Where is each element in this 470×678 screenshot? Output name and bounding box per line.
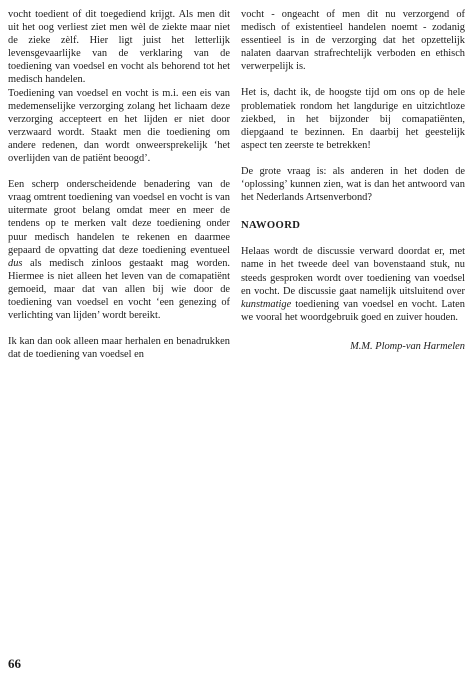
section-heading: NAWOORD	[241, 220, 301, 232]
left-paragraph-3-text-b: als medisch zinloos gestaakt mag worden. Hiermee is niet alleen het leven van de comapatiënt gemoeid, maar dat van allen bij wie door de toediening van voedsel en vocht ‘een genezing of verlichting van lijden’ wordt bereikt.	[8, 257, 230, 322]
right-paragraph-4	[241, 245, 465, 324]
right-paragraph-3: De grote vraag is: als anderen in het doden de ‘oplossing’ kunnen zien, wat is dan het antwoord van het Nederlands Artsenverbond?	[241, 165, 465, 204]
left-column	[8, 8, 230, 361]
left-paragraph-2: Toediening van voedsel en vocht is m.i. een eis van medemenselijke verzorging zolang het lichaam deze verzorging accepteert en het lijden er niet door verzwaard wordt. Staakt men die toediening om andere redenen, dan wordt onweersprekelijk ‘het overlijden van de patiënt beoogd’.	[8, 87, 230, 165]
left-paragraph-3-emphasis: dus	[8, 257, 23, 269]
left-paragraph-3	[8, 178, 230, 322]
right-paragraph-2: Het is, dacht ik, de hoogste tijd om ons op de hele problematiek rondom het langdurige en uitzichtloze ziekbed, in het bijzonder bij comapatiënten, diepgaand te bezinnen. En daarbij het geestelijk aspect ten zeerste te betrekken!	[241, 87, 465, 151]
right-column	[241, 8, 465, 353]
right-paragraph-4-text-b: toediening van voedsel en vocht. Laten we vooral het woordgebruik goed en zuiver houden.	[241, 298, 465, 323]
author-signature: M.M. Plomp-van Harmelen	[350, 340, 465, 352]
right-paragraph-1: vocht - ongeacht of men dit nu verzorgend of medisch of existentieel handelen noemt - zodanig essentieel is in de verzorging dat het opzettelijk nalaten daarvan strafrechtelijk verboden en ethisch verwerpelijk is.	[241, 9, 465, 73]
left-paragraph-3-text-a: Een scherp onderscheidende benadering van de vraag omtrent toediening van voedsel en vocht is van uitermate groot belang omdat meer en meer de tendens op te merken valt deze toediening onder puur medisch handelen te rekenen en daarmee gepaard de opvatting dat deze toediening eventueel	[8, 179, 230, 256]
left-paragraph-1: vocht toedient of dit toegediend krijgt. Als men dit uit het oog verliest ziet men wèl de ziekte maar niet de zieke zèlf. Hier ligt juist het letterlijk levensgevaarlijke van de verklaring van de toediening van voedsel en vocht als behorend tot het medisch handelen.	[8, 9, 230, 86]
right-paragraph-4-emphasis: kunstmatige	[241, 298, 292, 310]
left-paragraph-4: Ik kan dan ook alleen maar herhalen en benadrukken dat de toediening van voedsel en	[8, 336, 230, 361]
right-paragraph-4-text-a: Helaas wordt de discussie verward doordat er, met name in het tweede deel van bovenstaand stuk, nu steeds gesproken wordt over toediening van voedsel en vocht. De discussie gaat namelijk uitsluitend over	[241, 246, 465, 297]
page-number: 66	[8, 656, 21, 671]
